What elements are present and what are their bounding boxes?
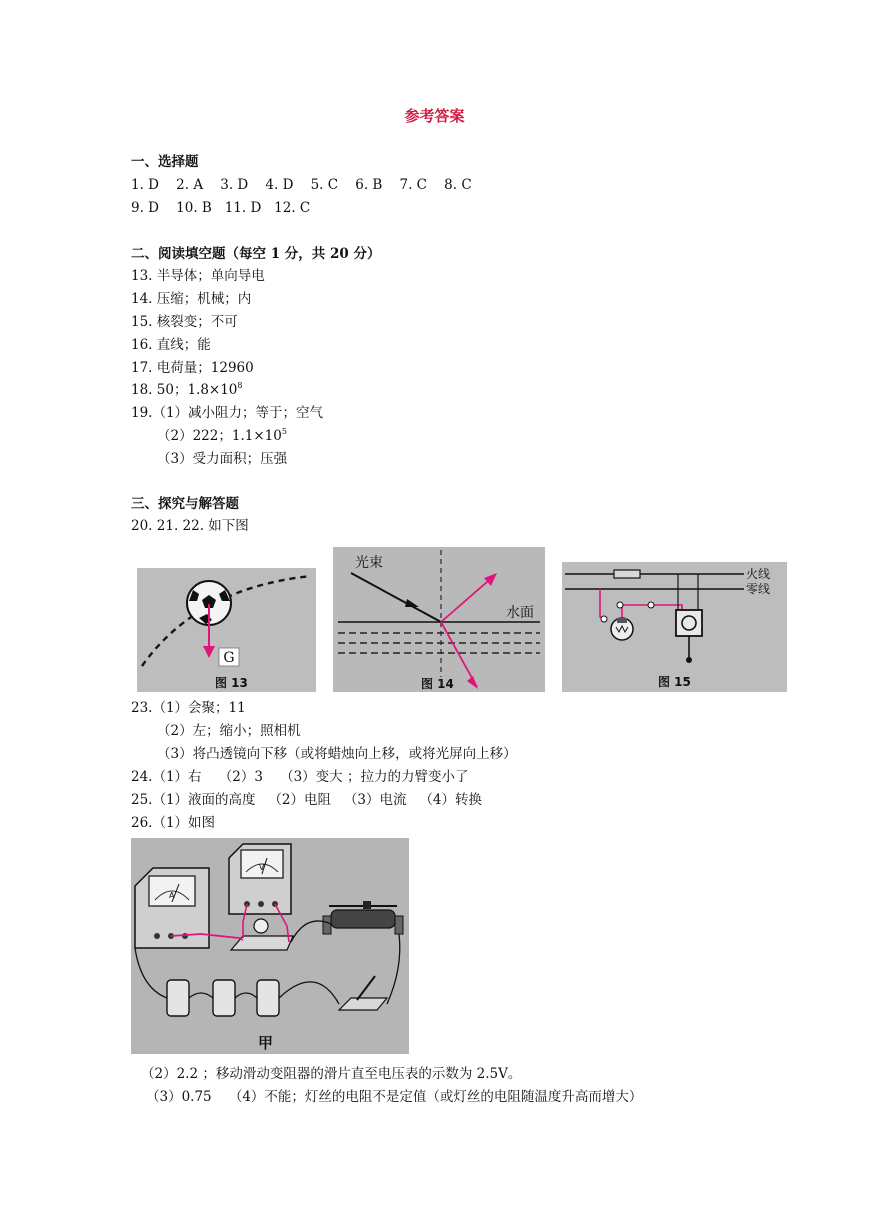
light-beam-label: 光束 xyxy=(355,555,383,571)
answer-15: 15. 核裂变；不可 xyxy=(131,314,238,330)
answer-19-2 xyxy=(157,426,287,446)
figure-15 xyxy=(562,562,787,692)
svg-text:A: A xyxy=(169,891,175,900)
answer-17: 17. 电荷量；12960 xyxy=(131,360,254,376)
fuse-icon xyxy=(614,570,640,578)
answer-20-22: 20. 21. 22. 如下图 xyxy=(131,518,249,534)
page-title: 参考答案 xyxy=(404,107,465,125)
section-heading-fill: 二、阅读填空题（每空 1 分，共 20 分） xyxy=(131,246,381,262)
answer-19-1: 19.（1）减小阻力；等于；空气 xyxy=(131,405,324,421)
voltmeter-icon xyxy=(229,844,291,914)
figure-26-circuit xyxy=(131,838,409,1054)
answer-18-exponent: 8 xyxy=(237,381,243,390)
answers-row-1: 1. D 2. A 3. D 4. D 5. C 6. B 7. C 8. C xyxy=(131,177,472,193)
answer-23-3: （3）将凸透镜向下移（或将蜡烛向上移，或将光屏向上移） xyxy=(157,746,517,762)
figure-14 xyxy=(333,547,545,692)
svg-text:V: V xyxy=(259,863,265,872)
battery-icon xyxy=(167,980,279,1016)
answer-19-3: （3）受力面积；压强 xyxy=(157,451,288,467)
figure-26-caption: 甲 xyxy=(258,1034,274,1052)
answer-23-2: （2）左；缩小；照相机 xyxy=(157,723,301,739)
neutral-wire-label: 零线 xyxy=(746,582,771,596)
answer-18 xyxy=(131,380,243,400)
figure-13 xyxy=(137,568,316,692)
section-heading-explore: 三、探究与解答题 xyxy=(131,496,239,512)
live-wire-label: 火线 xyxy=(746,567,771,581)
figure-13-caption: 图 13 xyxy=(215,676,248,690)
answer-23-1: 23.（1）会聚；11 xyxy=(131,700,246,716)
figure-14-caption: 图 14 xyxy=(421,677,454,691)
answer-13: 13. 半导体；单向导电 xyxy=(131,268,265,284)
answer-16: 16. 直线；能 xyxy=(131,337,211,353)
answer-26-2: （2）2.2 ；移动滑动变阻器的滑片直至电压表的示数为 2.5V。 xyxy=(141,1066,522,1082)
answers-row-2: 9. D 10. B 11. D 12. C xyxy=(131,200,311,216)
gravity-label: G xyxy=(223,650,235,666)
answer-24: 24.（1）右 （2）3 （3）变大 ；拉力的力臂变小了 xyxy=(131,769,469,785)
answer-26-3: （3）0.75 （4）不能；灯丝的电阻不是定值（或灯丝的电阻随温度升高而增大） xyxy=(146,1089,643,1105)
section-heading-choice: 一、选择题 xyxy=(131,154,199,170)
answer-19-2-exponent: 5 xyxy=(281,427,287,436)
answer-26-1: 26.（1）如图 xyxy=(131,815,216,831)
answer-14: 14. 压缩；机械；内 xyxy=(131,291,252,307)
answer-25: 25.（1）液面的高度 （2）电阻 （3）电流 （4）转换 xyxy=(131,792,482,808)
answer-18-base: 18. 50；1.8×10 xyxy=(131,382,238,398)
answer-19-2-base: （2）222；1.1×10 xyxy=(157,428,282,444)
figure-15-caption: 图 15 xyxy=(658,675,691,689)
water-surface-label: 水面 xyxy=(506,605,534,621)
